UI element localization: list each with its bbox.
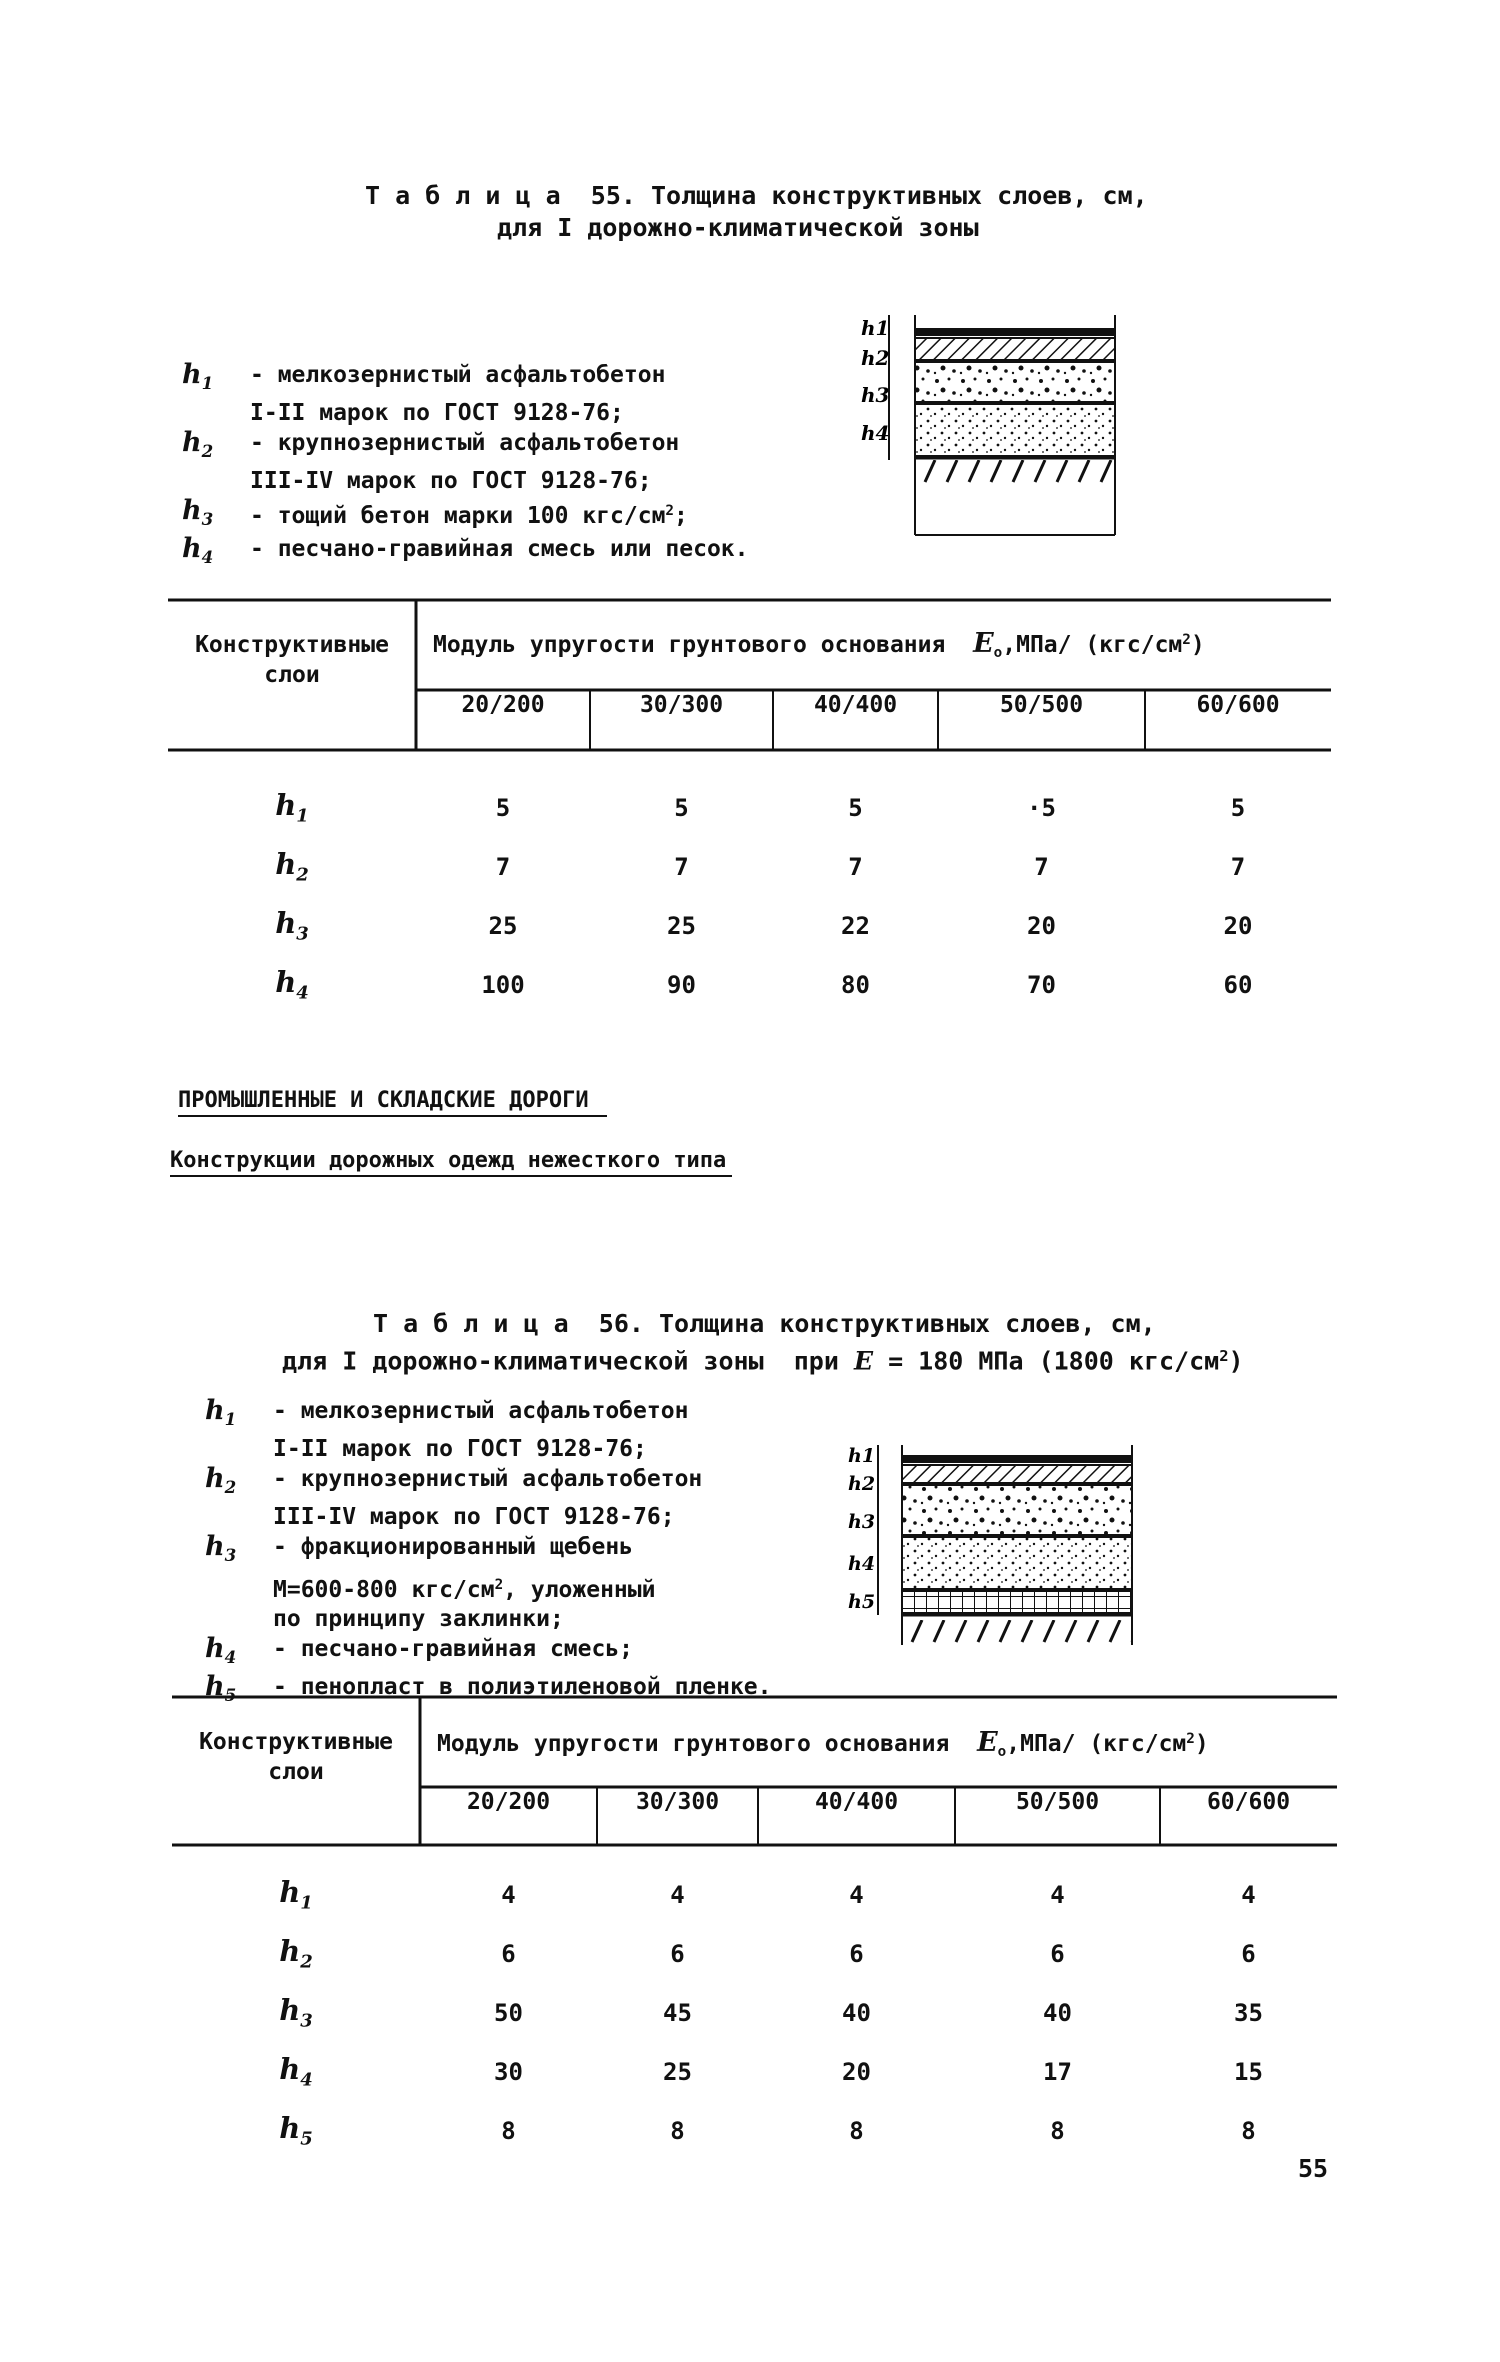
diagram-dimension-labels xyxy=(861,316,890,445)
table56-column-group-header: Модуль упругости грунтового основания $E_o,МПа/$ $(кгс/см^2)$ xyxy=(437,1727,1209,1760)
legend-item: $h_3$ - тощий бетон марки 100 кгс/$см^2$; xyxy=(182,494,688,529)
page-number: 55 xyxy=(1298,2154,1329,2183)
table-row: $h_3$ 50 45 40 40 35 xyxy=(279,1993,1263,2032)
svg-text:h4: h4 xyxy=(861,421,890,445)
table56-col-header: 50/500 xyxy=(1015,1789,1100,1815)
legend-item: $h_2$ - крупнозернистый асфальтобетон xyxy=(205,1462,703,1497)
table-row: $h_4$ 100 90 80 70 60 xyxy=(275,965,1253,1004)
svg-text:h2: h2 xyxy=(848,1473,876,1495)
table55-body xyxy=(168,778,1331,1014)
svg-text:h3: h3 xyxy=(861,383,890,407)
table56-col-header: 30/300 xyxy=(635,1789,720,1815)
table56-row-header: Конструктивные слои xyxy=(199,1729,393,1785)
table56-caption-line1: Т а б л и ц а 56. Толщина конструктивных слоев, см, xyxy=(373,1309,1156,1338)
table55-legend: $h_1$ - мелкозернистый асфальтобетон I-II марок по ГОСТ 9128-76; $h_2$ - крупнозернистый асфальтобетон III-IV марок по ГОСТ 9128-76; $h_3$ - тощий бетон марки 100 кгс/$см^2$; $h_4$ - песчано-гравийная смесь или песок. xyxy=(182,360,749,571)
table-row: $h_2$ 6 6 6 6 6 xyxy=(279,1934,1256,1973)
table55-column-group-header: Модуль упругости грунтового основания $E_o,МПа/$ $(кгс/см^2)$ xyxy=(433,628,1205,661)
legend-item: $h_4$ - песчано-гравийная смесь или песок. xyxy=(182,532,749,567)
table55-col-header: 40/400 xyxy=(813,692,898,718)
svg-text:h1: h1 xyxy=(848,1445,876,1467)
svg-text:h4: h4 xyxy=(848,1553,876,1575)
table-row: $h_2$ 7 7 7 7 7 xyxy=(275,847,1246,886)
section-title: ПРОМЫШЛЕННЫЕ И СКЛАДСКИЕ ДОРОГИ xyxy=(178,1088,607,1117)
table55-layer-diagram xyxy=(855,310,1140,540)
section-subtitle: Конструкции дорожных одежд нежесткого типа xyxy=(170,1148,732,1177)
table55-col-header: 50/500 xyxy=(999,692,1084,718)
table-row: $h_3$ 25 25 22 20 20 xyxy=(275,906,1253,945)
legend-item: $h_3$ - фракционированный щебень xyxy=(205,1530,634,1565)
legend-item: $h_5$ - пенопласт в полиэтиленовой пленке. xyxy=(205,1671,772,1706)
svg-text:h2: h2 xyxy=(861,346,890,370)
table-row: $h_4$ 30 25 20 17 15 xyxy=(279,2052,1263,2091)
table56-col-header: 20/200 xyxy=(466,1789,551,1815)
table56-body xyxy=(172,1865,1337,2160)
legend-item: $h_4$ - песчано-гравийная смесь; xyxy=(205,1633,634,1668)
svg-text:h1: h1 xyxy=(861,316,890,340)
table55-caption-line1: Т а б л и ц а 55. Толщина конструктивных слоев, см, xyxy=(365,181,1148,210)
legend-item: $h_1$ - мелкозернистый асфальтобетон xyxy=(205,1395,689,1429)
table56-col-header: 60/600 xyxy=(1206,1789,1291,1815)
svg-text:h5: h5 xyxy=(848,1591,876,1613)
table55-row-header: Конструктивные слои xyxy=(195,632,389,688)
table55-caption-line2: для I дорожно-климатической зоны xyxy=(497,213,979,242)
table-row: $h_1$ 4 4 4 4 4 xyxy=(279,1875,1256,1914)
legend-item: $h_1$ - мелкозернистый асфальтобетон xyxy=(182,359,666,393)
table55-col-header: 30/300 xyxy=(639,692,724,718)
table-row: $h_1$ 5 5 5 ·5 5 xyxy=(275,788,1246,827)
table55-col-header: 60/600 xyxy=(1196,692,1280,718)
svg-text:h3: h3 xyxy=(848,1511,876,1533)
table56-caption-line2: для I дорожно-климатической зоны при E = 180 МПа (1800 кгс/$см^2$) xyxy=(282,1346,1244,1376)
legend-item: $h_2$ - крупнозернистый асфальтобетон xyxy=(182,426,680,461)
table56-layer-diagram xyxy=(842,1440,1152,1650)
table-row: $h_5$ 8 8 8 8 8 xyxy=(279,2111,1256,2150)
table55-col-header: 20/200 xyxy=(461,692,545,718)
table56-legend: $h_1$ - мелкозернистый асфальтобетон I-II марок по ГОСТ 9128-76; $h_2$ - крупнозернистый асфальтобетон III-IV марок по ГОСТ 9128-76; $h_3$ - фракционированный щебень М=600-800 кгс/$см^2$, уложенный по принципу заклинки; $h_4$ - песчано-гравийная смесь; $h_5$ - пенопласт в полиэтиленовой пленке. xyxy=(205,1396,772,1710)
table56-col-header: 40/400 xyxy=(814,1789,899,1815)
diagram-dimension-labels xyxy=(848,1445,875,1613)
